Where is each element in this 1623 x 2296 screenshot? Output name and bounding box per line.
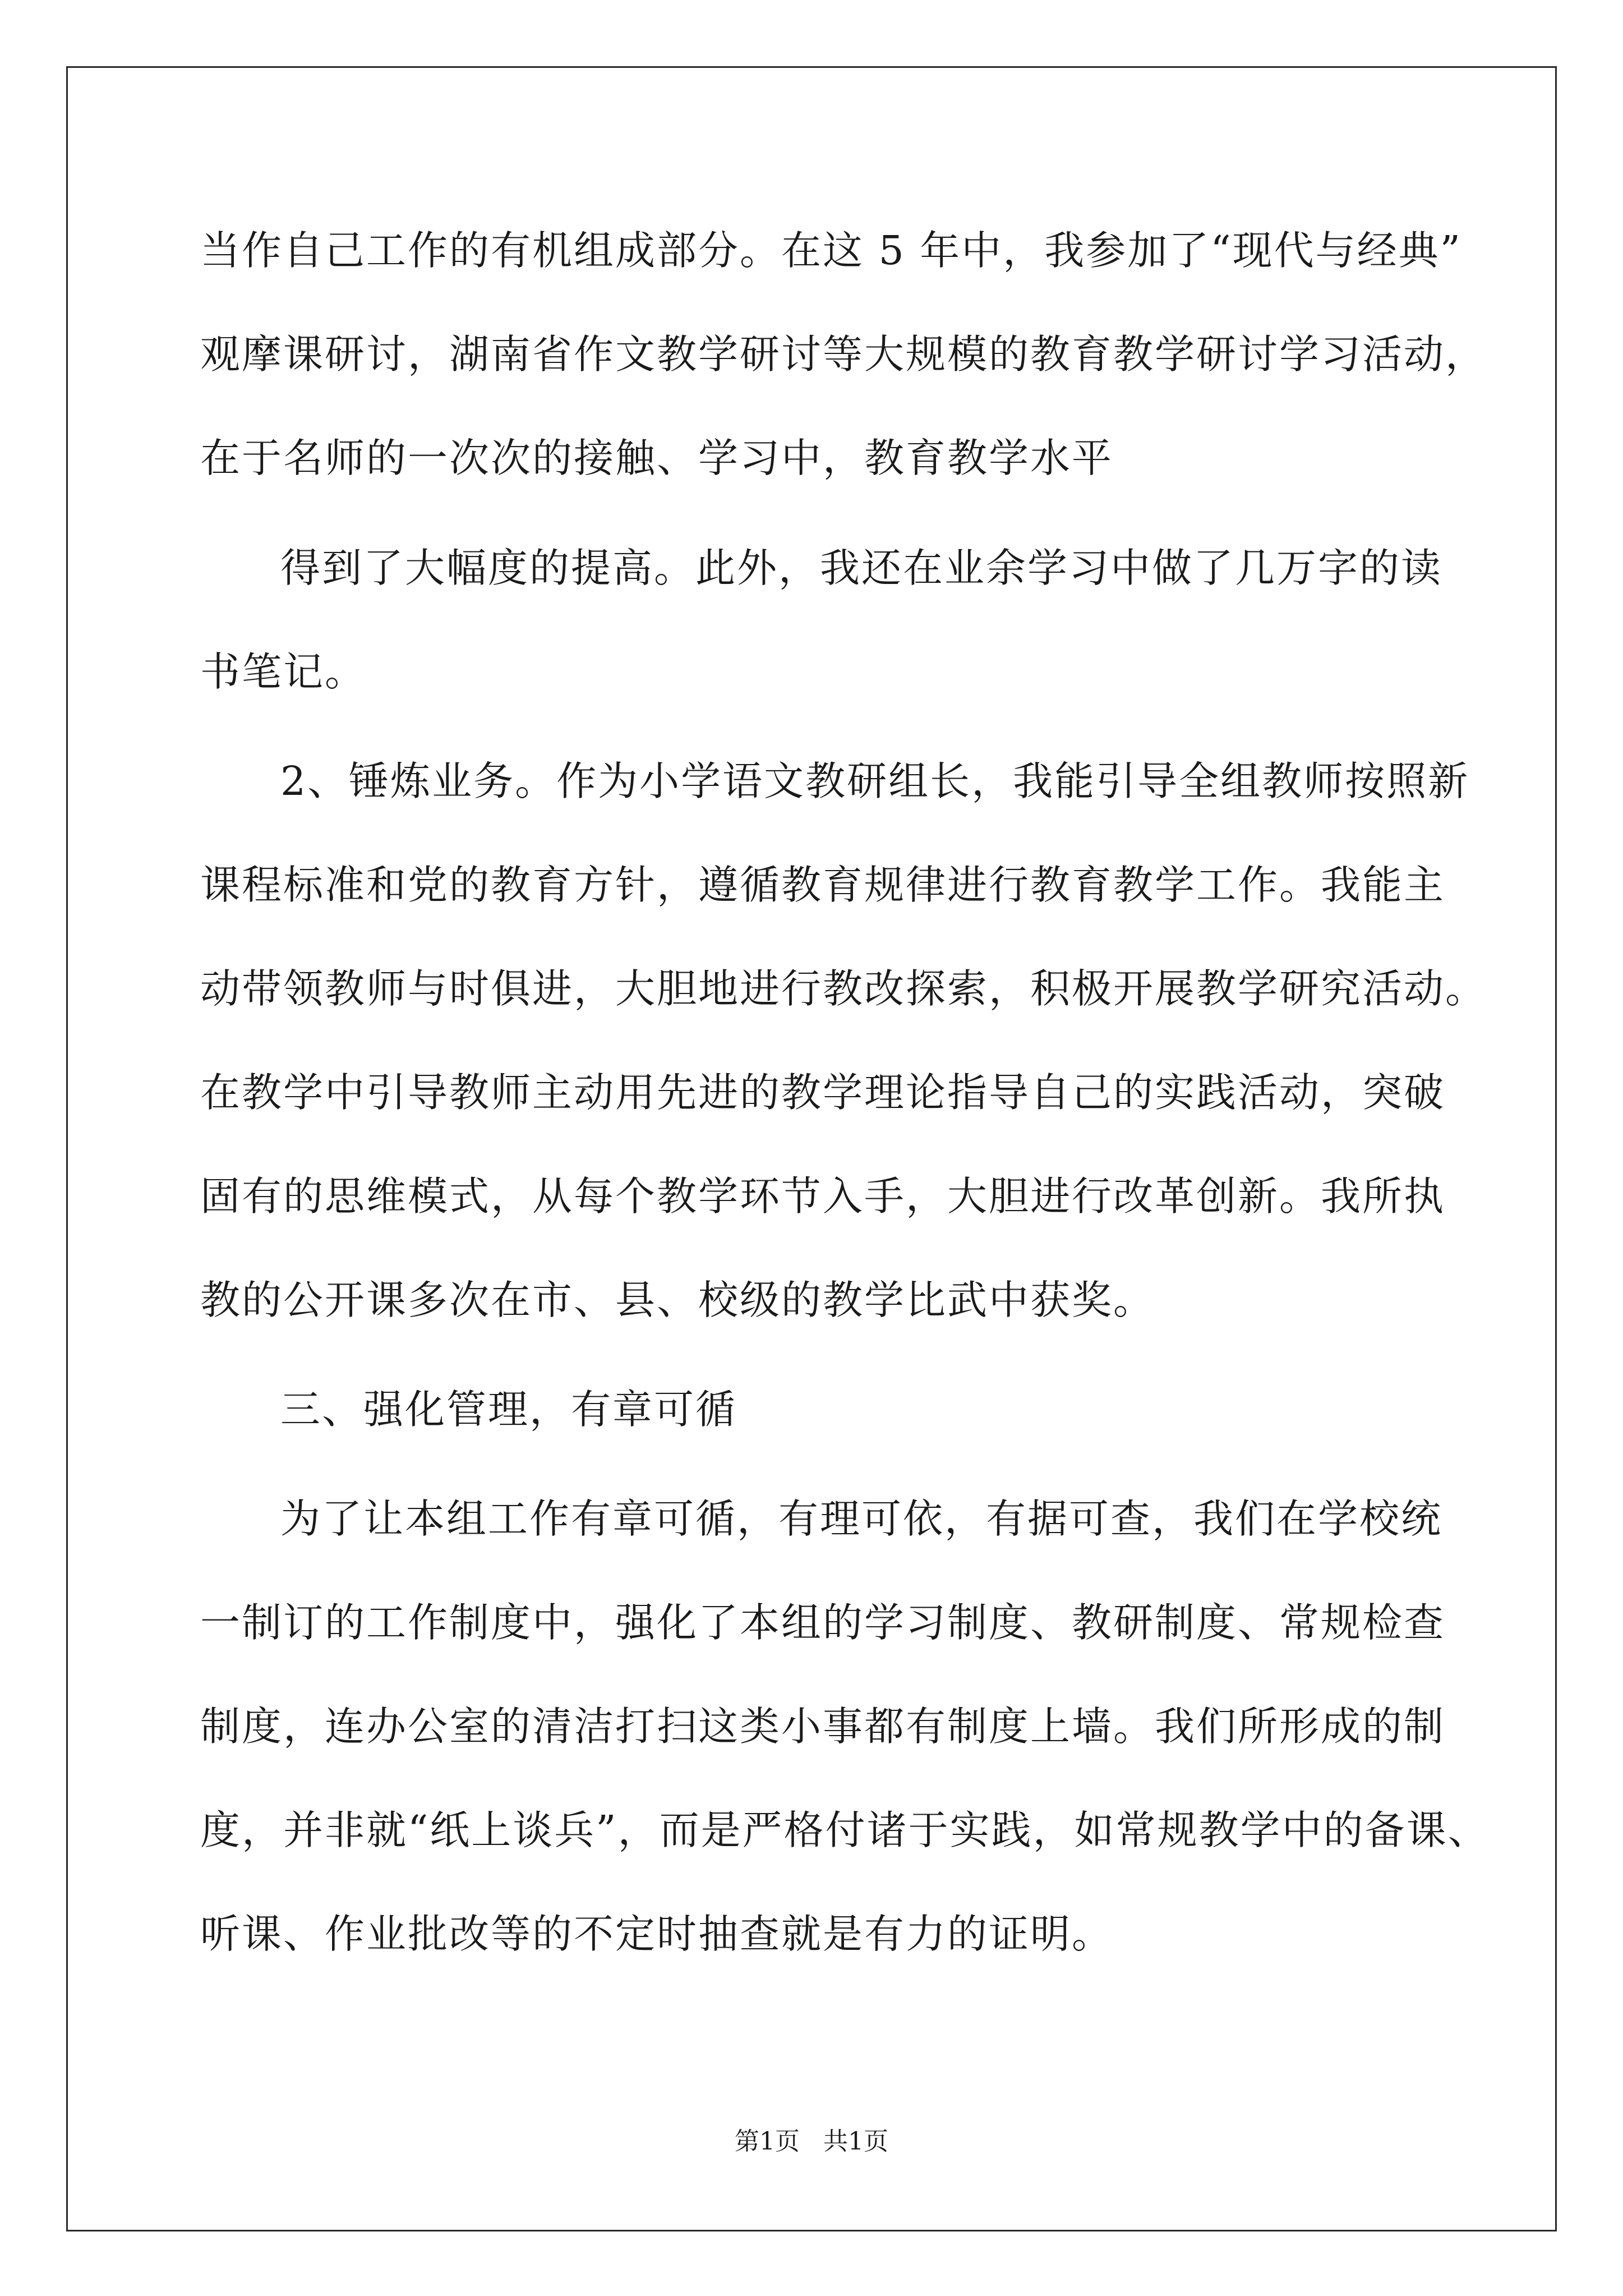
- text-line: 固有的思维模式，从每个教学环节入手，大胆进行改革创新。我所执: [200, 1173, 1446, 1220]
- text-line: 课程标准和党的教育方针，遵循教育规律进行教育教学工作。我能主: [200, 862, 1446, 908]
- text-line: 动带领教师与时俱进，大胆地进行教改探索，积极开展教学研究活动。: [200, 965, 1487, 1012]
- text-line: 得到了大幅度的提高。此外，我还在业余学习中做了几万字的读: [280, 545, 1443, 591]
- text-line: 制度，连办公室的清洁打扫这类小事都有制度上墙。我们所形成的制: [200, 1703, 1446, 1750]
- text-line: 2、锤炼业务。作为小学语文教研组长，我能引导全组教师按照新: [280, 758, 1470, 804]
- text-line: 当作自己工作的有机组成部分。在这 5 年中，我参加了“现代与经典”: [200, 227, 1462, 274]
- page-footer: 第1页 共1页: [735, 2127, 888, 2156]
- text-line: 听课、作业批改等的不定时抽查就是有力的证明。: [200, 1911, 1114, 1957]
- text-line: 一制订的工作制度中，强化了本组的学习制度、教研制度、常规检查: [200, 1599, 1446, 1646]
- text-line: 教的公开课多次在市、县、校级的教学比武中获奖。: [200, 1277, 1155, 1323]
- text-line: 书笔记。: [200, 648, 367, 695]
- text-line: 观摩课研讨，湖南省作文教学研讨等大规模的教育教学研讨学习活动，: [200, 331, 1487, 378]
- text-line: 度，并非就“纸上谈兵”，而是严格付诸于实践，如常规教学中的备课、: [200, 1807, 1490, 1853]
- text-line: 在教学中引导教师主动用先进的教学理论指导自己的实践活动，突破: [200, 1069, 1446, 1116]
- text-line: 在于名师的一次次的接触、学习中，教育教学水平: [200, 435, 1114, 481]
- section-heading: 三、强化管理，有章可循: [280, 1386, 737, 1433]
- text-line: 为了让本组工作有章可循，有理可依，有据可查，我们在学校统: [280, 1496, 1443, 1542]
